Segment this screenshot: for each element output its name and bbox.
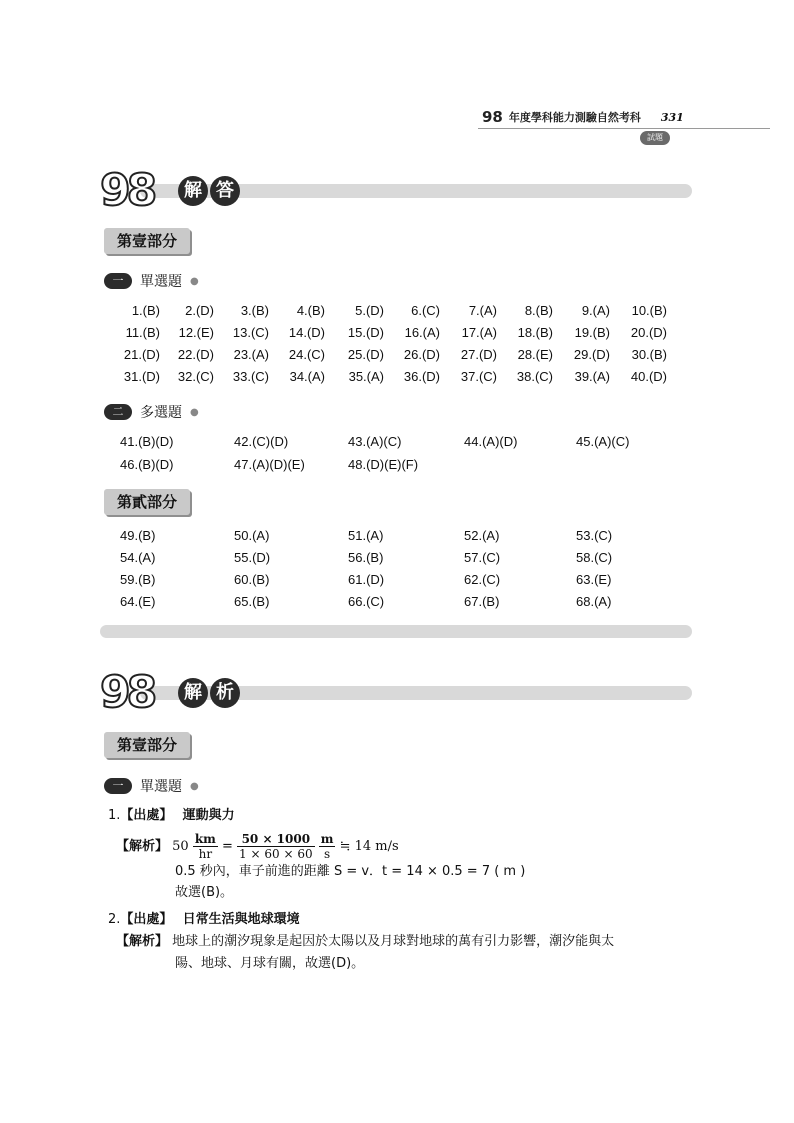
- header-tag: 試題: [640, 131, 670, 145]
- answer-item: 58.(C): [576, 550, 613, 565]
- q2-analysis-line1: [116, 931, 614, 953]
- answer-item: 53.(C): [576, 528, 613, 543]
- answer-item: 43.(A)(C): [348, 434, 402, 449]
- q1-f1-bot: hr: [198, 847, 213, 861]
- single-choice-label: 單選題: [140, 779, 182, 795]
- answer-item: 17.(A): [461, 325, 497, 340]
- banner-char-1: 解: [178, 678, 208, 708]
- q1-f3-bot: s: [324, 847, 331, 861]
- q1-fraction-si: [319, 832, 336, 861]
- q2-line2: 陽、地球、月球有關，故選(D)。: [175, 956, 365, 971]
- answer-item: 1.(B): [131, 303, 160, 318]
- banner-year: 98: [100, 667, 154, 718]
- answer-item: 37.(C): [460, 369, 497, 384]
- answer-item: 12.(E): [178, 325, 214, 340]
- answer-item: 18.(B): [517, 325, 553, 340]
- q1-f3-top: m: [320, 832, 334, 846]
- answer-item: 60.(B): [234, 572, 270, 587]
- bullet-dot-icon: ●: [190, 780, 199, 792]
- q2-line1: 地球上的潮汐現象是起因於太陽以及月球對地球的萬有引力影響，潮汐能與太: [172, 934, 615, 949]
- answer-item: 42.(C)(D): [234, 434, 289, 449]
- answer-item: 13.(C): [232, 325, 269, 340]
- answer-item: 44.(A)(D): [464, 434, 518, 449]
- single-choice-analysis-heading: [104, 777, 199, 795]
- q1-equation-line: [116, 830, 399, 864]
- multi-choice-number: 二: [104, 404, 132, 420]
- single-choice-heading: [104, 272, 199, 290]
- answer-item: 4.(B): [296, 303, 325, 318]
- answer-item: 27.(D): [460, 347, 497, 362]
- answer-item: 25.(D): [347, 347, 384, 362]
- answer-item: 28.(E): [517, 347, 553, 362]
- answer-item: 30.(B): [631, 347, 667, 362]
- q2-analysis-label: 【解析】: [116, 934, 169, 949]
- q1-source-label: 【出處】: [120, 808, 173, 823]
- header-rule: [478, 128, 770, 129]
- q1-line3: 故選(B)。: [175, 885, 234, 900]
- q1-number: 1.: [108, 808, 121, 823]
- answer-item: 8.(B): [524, 303, 553, 318]
- answer-item: 50.(A): [234, 528, 270, 543]
- answer-item: 66.(C): [348, 594, 385, 609]
- answer-item: 45.(A)(C): [576, 434, 630, 449]
- answer-item: 32.(C): [177, 369, 214, 384]
- answer-item: 63.(E): [576, 572, 612, 587]
- bullet-dot-icon: ●: [190, 275, 199, 287]
- answer-item: 36.(D): [403, 369, 440, 384]
- q1-eq-result: ≒ 14 m/s: [339, 839, 399, 854]
- q1-analysis-label: 【解析】: [116, 839, 169, 854]
- answer-item: 16.(A): [404, 325, 440, 340]
- multi-choice-label: 多選題: [140, 405, 182, 421]
- q2-source-line: [108, 909, 300, 931]
- answer-item: 29.(D): [573, 347, 610, 362]
- analysis-banner: [100, 667, 692, 724]
- single-choice-number: 一: [104, 273, 132, 289]
- answer-item: 52.(A): [464, 528, 500, 543]
- answers-bottom-bar: [100, 625, 692, 638]
- answer-item: 40.(D): [630, 369, 667, 384]
- q1-source-line: [108, 805, 235, 827]
- answer-item: 49.(B): [120, 528, 156, 543]
- answer-item: 57.(C): [464, 550, 501, 565]
- banner-char-2: 答: [210, 176, 240, 206]
- q1-f2-bot: 1 × 60 × 60: [239, 847, 313, 861]
- answers-banner: [100, 165, 692, 222]
- q1-f2-top: 50 × 1000: [237, 832, 315, 847]
- q1-source: 運動與力: [182, 808, 235, 823]
- answer-item: 15.(D): [347, 325, 384, 340]
- answer-item: 38.(C): [516, 369, 553, 384]
- answer-item: 61.(D): [348, 572, 385, 587]
- answer-item: 67.(B): [464, 594, 500, 609]
- answer-item: 20.(D): [630, 325, 667, 340]
- answer-item: 3.(B): [240, 303, 269, 318]
- answer-item: 22.(D): [177, 347, 214, 362]
- answer-item: 26.(D): [403, 347, 440, 362]
- answer-item: 46.(B)(D): [120, 457, 174, 472]
- answer-item: 21.(D): [123, 347, 160, 362]
- q1-f1-top: km: [194, 832, 216, 846]
- answer-item: 2.(D): [185, 303, 214, 318]
- q1-fraction-conversion: [237, 832, 315, 861]
- answer-item: 47.(A)(D)(E): [234, 457, 305, 472]
- page-number: 331: [660, 110, 684, 124]
- answer-item: 24.(C): [288, 347, 325, 362]
- single-choice-number: 一: [104, 778, 132, 794]
- q2-source: 日常生活與地球環境: [182, 912, 300, 927]
- answer-item: 23.(A): [233, 347, 269, 362]
- q1-eq-equals: =: [222, 839, 233, 854]
- bullet-dot-icon: ●: [190, 406, 199, 418]
- part2-label: 第貳部分: [104, 489, 190, 515]
- answer-item: 41.(B)(D): [120, 434, 174, 449]
- banner-year: 98: [100, 165, 154, 216]
- answer-item: 34.(A): [289, 369, 325, 384]
- single-choice-label: 單選題: [140, 274, 182, 290]
- multi-choice-heading: [104, 403, 199, 421]
- answer-item: 65.(B): [234, 594, 270, 609]
- answer-item: 51.(A): [348, 528, 384, 543]
- answer-item: 11.(B): [125, 325, 160, 340]
- running-header: [482, 106, 684, 128]
- answer-item: 31.(D): [123, 369, 160, 384]
- answer-item: 19.(B): [574, 325, 610, 340]
- answer-item: 39.(A): [574, 369, 610, 384]
- answer-item: 33.(C): [232, 369, 269, 384]
- answer-item: 14.(D): [288, 325, 325, 340]
- answer-item: 48.(D)(E)(F): [348, 457, 419, 472]
- q2-source-label: 【出處】: [120, 912, 173, 927]
- q2-number: 2.: [108, 912, 121, 927]
- answer-item: 64.(E): [120, 594, 156, 609]
- answer-item: 10.(B): [631, 303, 667, 318]
- answer-item: 62.(C): [464, 572, 501, 587]
- answer-item: 56.(B): [348, 550, 384, 565]
- answer-item: 35.(A): [348, 369, 384, 384]
- banner-char-1: 解: [178, 176, 208, 206]
- answer-item: 54.(A): [120, 550, 156, 565]
- q1-line2: 0.5 秒內，車子前進的距離 S = v．t = 14 × 0.5 = 7 ( m ): [175, 864, 526, 879]
- answer-item: 68.(A): [576, 594, 612, 609]
- answer-item: 59.(B): [120, 572, 156, 587]
- answer-item: 9.(A): [581, 303, 610, 318]
- answer-item: 6.(C): [411, 303, 440, 318]
- header-title: 年度學科能力測驗自然考科: [508, 111, 641, 124]
- q1-fraction-units: [193, 832, 218, 861]
- answer-item: 7.(A): [468, 303, 497, 318]
- banner-char-2: 析: [210, 678, 240, 708]
- q1-eq-prefix: 50: [172, 839, 189, 854]
- header-year: 98: [482, 108, 503, 126]
- part1-label: 第壹部分: [104, 228, 190, 254]
- part1-analysis-label: 第壹部分: [104, 732, 190, 758]
- answer-item: 55.(D): [234, 550, 271, 565]
- answer-item: 5.(D): [355, 303, 384, 318]
